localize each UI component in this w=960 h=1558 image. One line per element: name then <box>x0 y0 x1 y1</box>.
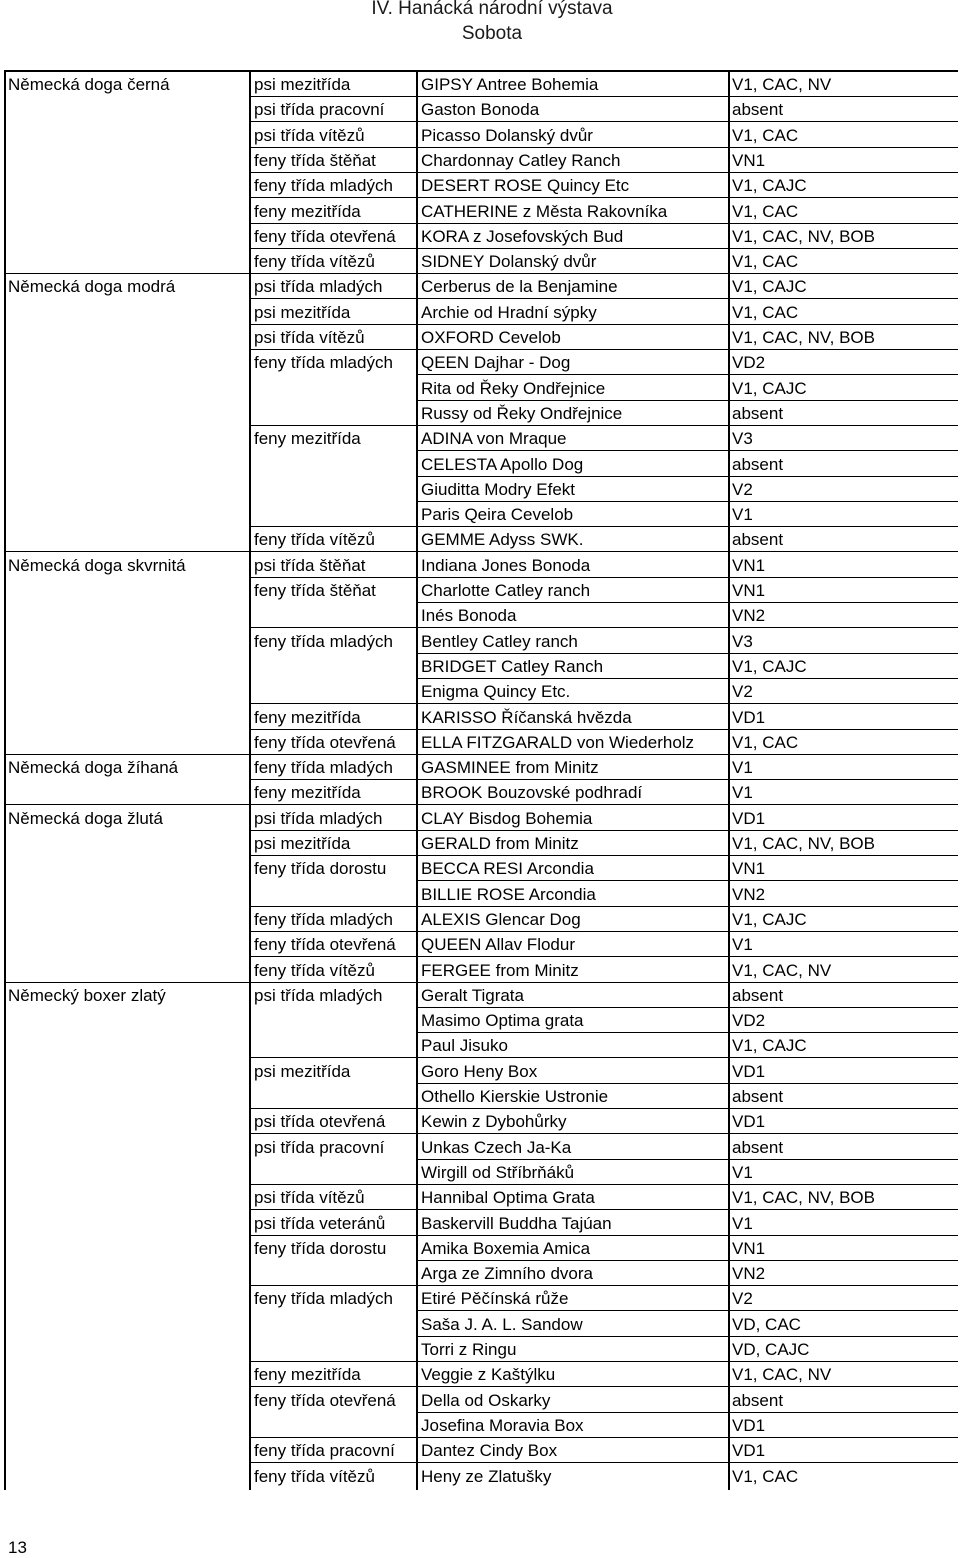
breed-cell: Německá doga černá <box>8 75 170 94</box>
table-row <box>4 1059 958 1084</box>
class-cell: psi třída štěňat <box>254 555 366 575</box>
dog-name-cell: BRIDGET Catley Ranch <box>421 656 604 676</box>
class-cell: feny třída vítězů <box>254 1466 375 1486</box>
class-cell: feny třída mladých <box>254 631 393 651</box>
dog-name-cell: GASMINEE from Minitz <box>421 758 599 778</box>
table-row <box>4 983 958 1008</box>
class-cell: feny třída mladých <box>254 176 393 196</box>
dog-name-cell: Indiana Jones Bonoda <box>421 555 591 575</box>
dog-name-cell: Charlotte Catley ranch <box>421 581 591 600</box>
dog-name-cell: Josefina Moravia Box <box>421 1415 584 1435</box>
table-row <box>4 300 958 325</box>
table-row <box>4 452 958 477</box>
class-cell: feny třída vítězů <box>254 960 375 980</box>
result-cell: VN1 <box>732 555 766 575</box>
class-cell: feny mezitřída <box>254 201 361 221</box>
class-cell: feny třída mladých <box>254 758 393 778</box>
table-row <box>4 1388 958 1413</box>
table-row <box>4 1109 958 1134</box>
class-cell: psi třída mladých <box>254 808 383 828</box>
result-cell: V1, CAC, NV, BOB <box>732 834 875 853</box>
table-row <box>4 654 958 679</box>
table-row <box>4 1160 958 1185</box>
result-cell: V1, CAJC <box>732 277 807 297</box>
dog-name-cell: Della od Oskarky <box>421 1390 551 1410</box>
table-row <box>4 97 958 122</box>
result-cell: absent <box>732 1087 784 1106</box>
class-cell: feny mezitřída <box>254 707 361 727</box>
result-cell: VN2 <box>732 1264 766 1284</box>
dog-name-cell: Kewin z Dybohůrky <box>421 1112 567 1132</box>
result-cell: V2 <box>732 479 753 499</box>
class-cell: psi třída vítězů <box>254 1188 365 1208</box>
class-cell: feny třída mladých <box>254 909 393 929</box>
class-cell: feny třída mladých <box>254 1289 393 1309</box>
class-cell: psi třída mladých <box>254 277 383 297</box>
result-cell: VN2 <box>732 884 766 904</box>
dog-name-cell: Giuditta Modry Efekt <box>421 479 576 499</box>
result-cell: absent <box>732 530 784 550</box>
dog-name-cell: KARISSO Říčanská hvězda <box>421 707 632 727</box>
dog-name-cell: CELESTA Apollo Dog <box>421 454 584 474</box>
page-subtitle: Sobota <box>461 23 523 44</box>
table-row <box>4 705 958 730</box>
table-row <box>4 629 958 654</box>
result-cell: V1, CAC, NV, BOB <box>732 226 875 246</box>
dog-name-cell: Archie od Hradní sýpky <box>421 302 597 322</box>
result-cell: absent <box>732 1390 784 1410</box>
table-row <box>4 603 958 628</box>
result-cell: V1, CAJC <box>732 378 807 398</box>
dog-name-cell: GIPSY Antree Bohemia <box>421 75 599 94</box>
dog-name-cell: Picasso Dolanský dvůr <box>421 125 593 145</box>
result-cell: absent <box>732 454 784 474</box>
dog-name-cell: Hannibal Optima Grata <box>421 1188 595 1208</box>
result-cell: VN1 <box>732 859 766 879</box>
class-cell: psi třída vítězů <box>254 328 365 347</box>
table-row <box>4 856 958 881</box>
result-cell: VN1 <box>732 150 766 170</box>
table-row <box>4 1464 958 1489</box>
result-cell: V1, CAC, NV <box>732 75 832 94</box>
table-row <box>4 350 958 375</box>
table-row <box>4 730 958 755</box>
result-cell: V1, CAC, NV, BOB <box>732 1188 875 1208</box>
dog-name-cell: Inés Bonoda <box>421 606 517 626</box>
class-cell: psi třída pracovní <box>254 100 385 120</box>
class-cell: feny třída dorostu <box>254 1238 387 1258</box>
breed-cell: Německá doga žíhaná <box>8 758 179 778</box>
dog-name-cell: Goro Heny Box <box>421 1061 538 1081</box>
class-cell: feny třída pracovní <box>254 1441 395 1461</box>
class-cell: psi třída pracovní <box>254 1137 385 1157</box>
page-number: 13 <box>8 1538 27 1557</box>
table-row <box>4 173 958 198</box>
dog-name-cell: GERALD from Minitz <box>421 834 579 853</box>
result-cell: V1 <box>732 935 753 955</box>
dog-name-cell: Arga ze Zimního dvora <box>421 1264 593 1284</box>
dog-name-cell: Cerberus de la Benjamine <box>421 277 618 297</box>
dog-name-cell: QEEN Dajhar - Dog <box>421 353 571 373</box>
table-row <box>4 780 958 805</box>
breed-cell: Německá doga skvrnitá <box>8 555 186 575</box>
dog-name-cell: CLAY Bisdog Bohemia <box>421 808 593 828</box>
dog-name-cell: Heny ze Zlatušky <box>421 1466 552 1486</box>
class-cell: feny třída štěňat <box>254 581 376 600</box>
dog-name-cell: CATHERINE z Města Rakovníka <box>421 201 668 221</box>
dog-name-cell: FERGEE from Minitz <box>421 960 579 980</box>
table-row <box>4 325 958 350</box>
result-cell: V1, CAC, NV <box>732 960 832 980</box>
table-row <box>4 1236 958 1261</box>
table-row <box>4 527 958 552</box>
result-cell: VD1 <box>732 1061 766 1081</box>
table-row <box>4 1413 958 1438</box>
dog-name-cell: Unkas Czech Ja-Ka <box>421 1137 572 1157</box>
table-row <box>4 401 958 426</box>
dog-name-cell: Dantez Cindy Box <box>421 1441 558 1461</box>
result-cell: V1 <box>732 1162 753 1182</box>
result-cell: VD2 <box>732 1011 766 1031</box>
class-cell: feny třída vítězů <box>254 530 375 550</box>
class-cell: psi třída veteránů <box>254 1213 386 1233</box>
result-cell: V2 <box>732 682 753 702</box>
results-table <box>4 70 958 1490</box>
dog-name-cell: Enigma Quincy Etc. <box>421 682 571 702</box>
result-cell: V1 <box>732 783 753 803</box>
class-cell: psi mezitřída <box>254 75 351 94</box>
class-cell: feny mezitřída <box>254 429 361 449</box>
result-cell: VD1 <box>732 1415 766 1435</box>
dog-name-cell: Rita od Řeky Ondřejnice <box>421 378 606 398</box>
class-cell: psi mezitřída <box>254 302 351 322</box>
dog-name-cell: BECCA RESI Arcondia <box>421 859 594 879</box>
table-row <box>4 376 958 401</box>
result-cell: VD1 <box>732 1112 766 1132</box>
class-cell: psi mezitřída <box>254 834 351 853</box>
dog-name-cell: Veggie z Kaštýlku <box>421 1365 556 1385</box>
table-row <box>4 1008 958 1033</box>
result-cell: VD1 <box>732 707 766 727</box>
dog-name-cell: BROOK Bouzovské podhradí <box>421 783 643 803</box>
dog-name-cell: Paris Qeira Cevelob <box>421 505 574 525</box>
dog-name-cell: Gaston Bonoda <box>421 100 540 120</box>
table-row <box>4 932 958 957</box>
dog-name-cell: Wirgill od Stříbrňáků <box>421 1162 575 1182</box>
result-cell: V2 <box>732 1289 753 1309</box>
class-cell: feny mezitřída <box>254 1365 361 1385</box>
class-cell: psi třída mladých <box>254 985 383 1005</box>
dog-name-cell: Paul Jisuko <box>421 1036 508 1056</box>
class-cell: psi mezitřída <box>254 1061 351 1081</box>
table-row <box>4 1185 958 1210</box>
result-cell: absent <box>732 985 784 1005</box>
class-cell: feny mezitřída <box>254 783 361 803</box>
dog-name-cell: DESERT ROSE Quincy Etc <box>421 176 630 196</box>
dog-name-cell: Russy od Řeky Ondřejnice <box>421 403 623 423</box>
result-cell: V1 <box>732 758 753 778</box>
dog-name-cell: Amika Boxemia Amica <box>421 1238 591 1258</box>
result-cell: VD2 <box>732 353 766 373</box>
dog-name-cell: BILLIE ROSE Arcondia <box>421 884 596 904</box>
dog-name-cell: SIDNEY Dolanský dvůr <box>421 252 597 272</box>
result-cell: VN1 <box>732 581 766 600</box>
table-row <box>4 1286 958 1311</box>
table-row <box>4 148 958 173</box>
result-cell: VN1 <box>732 1238 766 1258</box>
result-cell: absent <box>732 403 784 423</box>
result-cell: V1, CAC <box>732 252 799 272</box>
result-cell: V1, CAJC <box>732 656 807 676</box>
table-row <box>4 1362 958 1387</box>
result-cell: V1, CAC <box>732 732 799 752</box>
dog-name-cell: Etiré Pěčínská růže <box>421 1289 569 1309</box>
table-row <box>4 1312 958 1337</box>
dog-name-cell: ADINA von Mraque <box>421 429 567 449</box>
result-cell: VD1 <box>732 1441 766 1461</box>
dog-name-cell: Torri z Ringu <box>421 1340 517 1359</box>
class-cell: psi třída otevřená <box>254 1112 386 1132</box>
table-row <box>4 1261 958 1286</box>
class-cell: feny třída otevřená <box>254 935 396 955</box>
result-cell: VD1 <box>732 808 766 828</box>
table-row <box>4 123 958 148</box>
table-row <box>4 958 958 983</box>
result-cell: V1, CAC <box>732 201 799 221</box>
class-cell: feny třída dorostu <box>254 859 387 879</box>
page-title: IV. Hanácká národní výstava <box>371 0 613 19</box>
table-row <box>4 806 958 831</box>
dog-name-cell: Baskervill Buddha Tajúan <box>421 1213 612 1233</box>
table-row <box>4 1033 958 1058</box>
class-cell: psi třída vítězů <box>254 125 365 145</box>
table-row <box>4 907 958 932</box>
class-cell: feny třída otevřená <box>254 732 396 752</box>
dog-name-cell: OXFORD Cevelob <box>421 328 561 347</box>
dog-name-cell: KORA z Josefovských Bud <box>421 226 624 246</box>
result-cell: V1, CAJC <box>732 1036 807 1056</box>
result-cell: V1 <box>732 1213 753 1233</box>
result-cell: V1, CAC <box>732 125 799 145</box>
breed-cell: Německá doga žlutá <box>8 808 163 828</box>
class-cell: feny třída mladých <box>254 353 393 373</box>
breed-cell: Německý boxer zlatý <box>8 985 166 1005</box>
result-cell: absent <box>732 1137 784 1157</box>
result-cell: V1, CAC, NV <box>732 1365 832 1385</box>
dog-name-cell: Othello Kierskie Ustronie <box>421 1087 609 1106</box>
table-row <box>4 831 958 856</box>
table-row <box>4 1211 958 1236</box>
class-cell: feny třída štěňat <box>254 150 376 170</box>
table-row <box>4 553 958 578</box>
dog-name-cell: QUEEN Allav Flodur <box>421 935 575 955</box>
result-cell: V1 <box>732 505 753 525</box>
result-cell: V1, CAC, NV, BOB <box>732 328 875 347</box>
table-row <box>4 502 958 527</box>
table-row <box>4 426 958 451</box>
table-row <box>4 1438 958 1463</box>
dog-name-cell: Chardonnay Catley Ranch <box>421 150 621 170</box>
breed-cell: Německá doga modrá <box>8 277 176 297</box>
table-row <box>4 477 958 502</box>
table-row <box>4 224 958 249</box>
table-row <box>4 1135 958 1160</box>
result-cell: V1, CAC <box>732 1466 799 1486</box>
dog-name-cell: ELLA FITZGARALD von Wiederholz <box>421 732 695 752</box>
table-row <box>4 72 958 97</box>
result-cell: V1, CAJC <box>732 176 807 196</box>
table-row <box>4 679 958 704</box>
result-cell: V3 <box>732 429 753 449</box>
dog-name-cell: Masimo Optima grata <box>421 1011 584 1031</box>
result-cell: V1, CAC <box>732 302 799 322</box>
dog-name-cell: Saša J. A. L. Sandow <box>421 1314 583 1334</box>
dog-name-cell: ALEXIS Glencar Dog <box>421 909 581 929</box>
table-row <box>4 755 958 780</box>
table-row <box>4 882 958 907</box>
table-row <box>4 199 958 224</box>
dog-name-cell: Geralt Tigrata <box>421 985 524 1005</box>
result-cell: VD, CAC <box>732 1314 801 1334</box>
result-cell: V1, CAJC <box>732 909 807 929</box>
table-row <box>4 1337 958 1362</box>
result-cell: absent <box>732 100 784 120</box>
table-row <box>4 249 958 274</box>
result-cell: V3 <box>732 631 753 651</box>
table-row <box>4 1084 958 1109</box>
result-cell: VN2 <box>732 606 766 626</box>
dog-name-cell: GEMME Adyss SWK. <box>421 530 584 550</box>
dog-name-cell: Bentley Catley ranch <box>421 631 578 651</box>
class-cell: feny třída otevřená <box>254 226 396 246</box>
table-row <box>4 578 958 603</box>
class-cell: feny třída otevřená <box>254 1390 396 1410</box>
result-cell: VD, CAJC <box>732 1340 810 1359</box>
table-row <box>4 274 958 299</box>
class-cell: feny třída vítězů <box>254 252 375 272</box>
